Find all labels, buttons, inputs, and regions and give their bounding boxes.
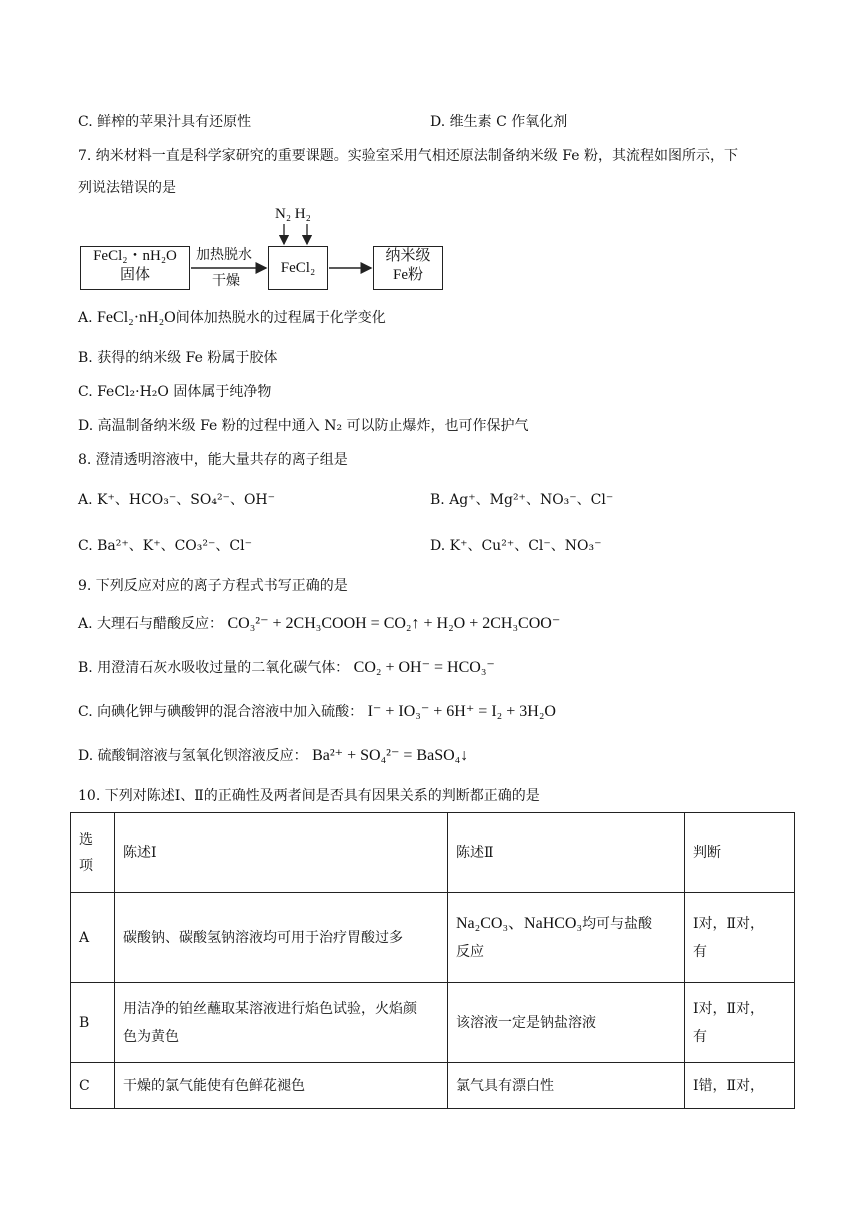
q7-option-b: B. 获得的纳米级 Fe 粉属于胶体 [78,350,278,366]
q9-option-a [78,614,560,634]
q7-stem-line1: 7. 纳米材料一直是科学家研究的重要课题。实验室采用气相还原法制备纳米级 Fe 粉，其流程如图所示，下 [78,148,738,164]
q9-option-d [78,746,468,766]
q8-option-b: B. Ag⁺、Mg²⁺、NO₃⁻、Cl⁻ [430,492,614,508]
diagram-box3-line2: Fe粉 [392,267,423,283]
row-a-s2-line2: 反应 [456,943,484,960]
q9-option-a-equation: CO₃²⁻ + 2CH₃COOH = CO₂↑ + H₂O + 2CH₃COO⁻ [227,615,561,632]
diagram-box1-line2: 固体 [119,267,150,283]
header-statement-2: 陈述Ⅱ [448,813,685,893]
row-c-option: C [71,1063,115,1109]
row-b-option: B [71,983,115,1063]
diagram-box-fecl2-hydrate [80,246,190,290]
diagram-box1-line1: FeCl₂・nH₂O [93,248,177,264]
diagram-box-nano-fe [373,246,443,290]
q9-option-c [78,702,556,722]
q7-option-a-text: 间体加热脱水的过程属于化学变化 [175,310,386,326]
q6-option-d: D. 维生素 C 作氧化剂 [430,114,568,130]
row-a-s2-rest: 均可与盐酸 [582,915,653,932]
q7-option-d: D. 高温制备纳米级 Fe 粉的过程中通入 N₂ 可以防止爆炸，也可作保护气 [78,418,529,434]
row-c-judgement: Ⅰ错，Ⅱ对， [685,1063,795,1109]
row-b-judgement [685,983,795,1063]
q7-option-a-formula: FeCl₂·nH₂O [97,309,176,326]
table-row [71,893,795,983]
q7-option-a [78,308,386,328]
header-option-label: 选项 [79,831,93,874]
row-c-statement-2: 氯气具有漂白性 [448,1063,685,1109]
q8-option-c: C. Ba²⁺、K⁺、CO₃²⁻、Cl⁻ [78,538,252,554]
diagram-arrow1-top-label: 加热脱水 [196,247,252,263]
table-row [71,1063,795,1109]
row-a-option: A [71,893,115,983]
q6-option-c: C. 鲜榨的苹果汁具有还原性 [78,114,252,130]
header-option [71,813,115,893]
q7-option-c: C. FeCl₂·H₂O 固体属于纯净物 [78,384,272,400]
q9-option-d-text: D. 硫酸铜溶液与氢氧化钡溶液反应： [78,748,308,764]
q7-stem-line2: 列说法错误的是 [78,180,176,196]
table-header-row [71,813,795,893]
diagram-box3-line1: 纳米级 [385,248,431,264]
header-judgement: 判断 [685,813,795,893]
row-a-s2-formula: Na₂CO₃、NaHCO₃ [456,914,583,932]
q9-option-c-equation: I⁻ + IO₃⁻ + 6H⁺ = I₂ + 3H₂O [367,703,556,720]
row-b-judge-line1: Ⅰ对，Ⅱ对， [693,1000,765,1017]
q9-option-d-equation: Ba²⁺ + SO₄²⁻ = BaSO₄↓ [312,747,469,764]
q10-stem: 10. 下列对陈述Ⅰ、Ⅱ的正确性及两者间是否具有因果关系的判断都正确的是 [78,788,540,804]
row-a-judgement [685,893,795,983]
row-a-statement-2 [448,893,685,983]
q8-option-a: A. K⁺、HCO₃⁻、SO₄²⁻、OH⁻ [78,492,276,508]
row-a-judge-line2: 有 [693,943,707,960]
q9-stem: 9. 下列反应对应的离子方程式书写正确的是 [78,578,348,594]
row-b-s1-line1: 用洁净的铂丝蘸取某溶液进行焰色试验，火焰颜 [123,1000,417,1017]
q7-option-a-prefix: A. [78,310,93,326]
diagram-gases-label: N₂ H₂ [275,206,311,222]
q9-option-c-text: C. 向碘化钾与碘酸钾的混合溶液中加入硫酸： [78,704,364,720]
row-b-s1-line2: 色为黄色 [123,1028,179,1045]
row-c-statement-1: 干燥的氯气能使有色鲜花褪色 [115,1063,448,1109]
q9-option-b-equation: CO₂ + OH⁻ = HCO₃⁻ [353,659,495,676]
row-a-statement-1: 碳酸钠、碳酸氢钠溶液均可用于治疗胃酸过多 [115,893,448,983]
q9-option-b-text: B. 用澄清石灰水吸收过量的二氧化碳气体： [78,660,350,676]
q9-option-b [78,658,495,678]
q8-stem: 8. 澄清透明溶液中，能大量共存的离子组是 [78,452,348,468]
q9-option-a-text: A. 大理石与醋酸反应： [78,616,224,632]
q10-table [70,812,795,1109]
row-a-judge-line1: Ⅰ对，Ⅱ对， [693,915,765,932]
row-b-statement-1 [115,983,448,1063]
header-statement-1: 陈述Ⅰ [115,813,448,893]
q8-option-d: D. K⁺、Cu²⁺、Cl⁻、NO₃⁻ [430,538,602,554]
row-b-judge-line2: 有 [693,1028,707,1045]
diagram-box-fecl2: FeCl₂ [268,246,328,290]
table-row [71,983,795,1063]
row-b-statement-2: 该溶液一定是钠盐溶液 [448,983,685,1063]
diagram-arrow1-bottom-label: 干燥 [212,273,240,289]
